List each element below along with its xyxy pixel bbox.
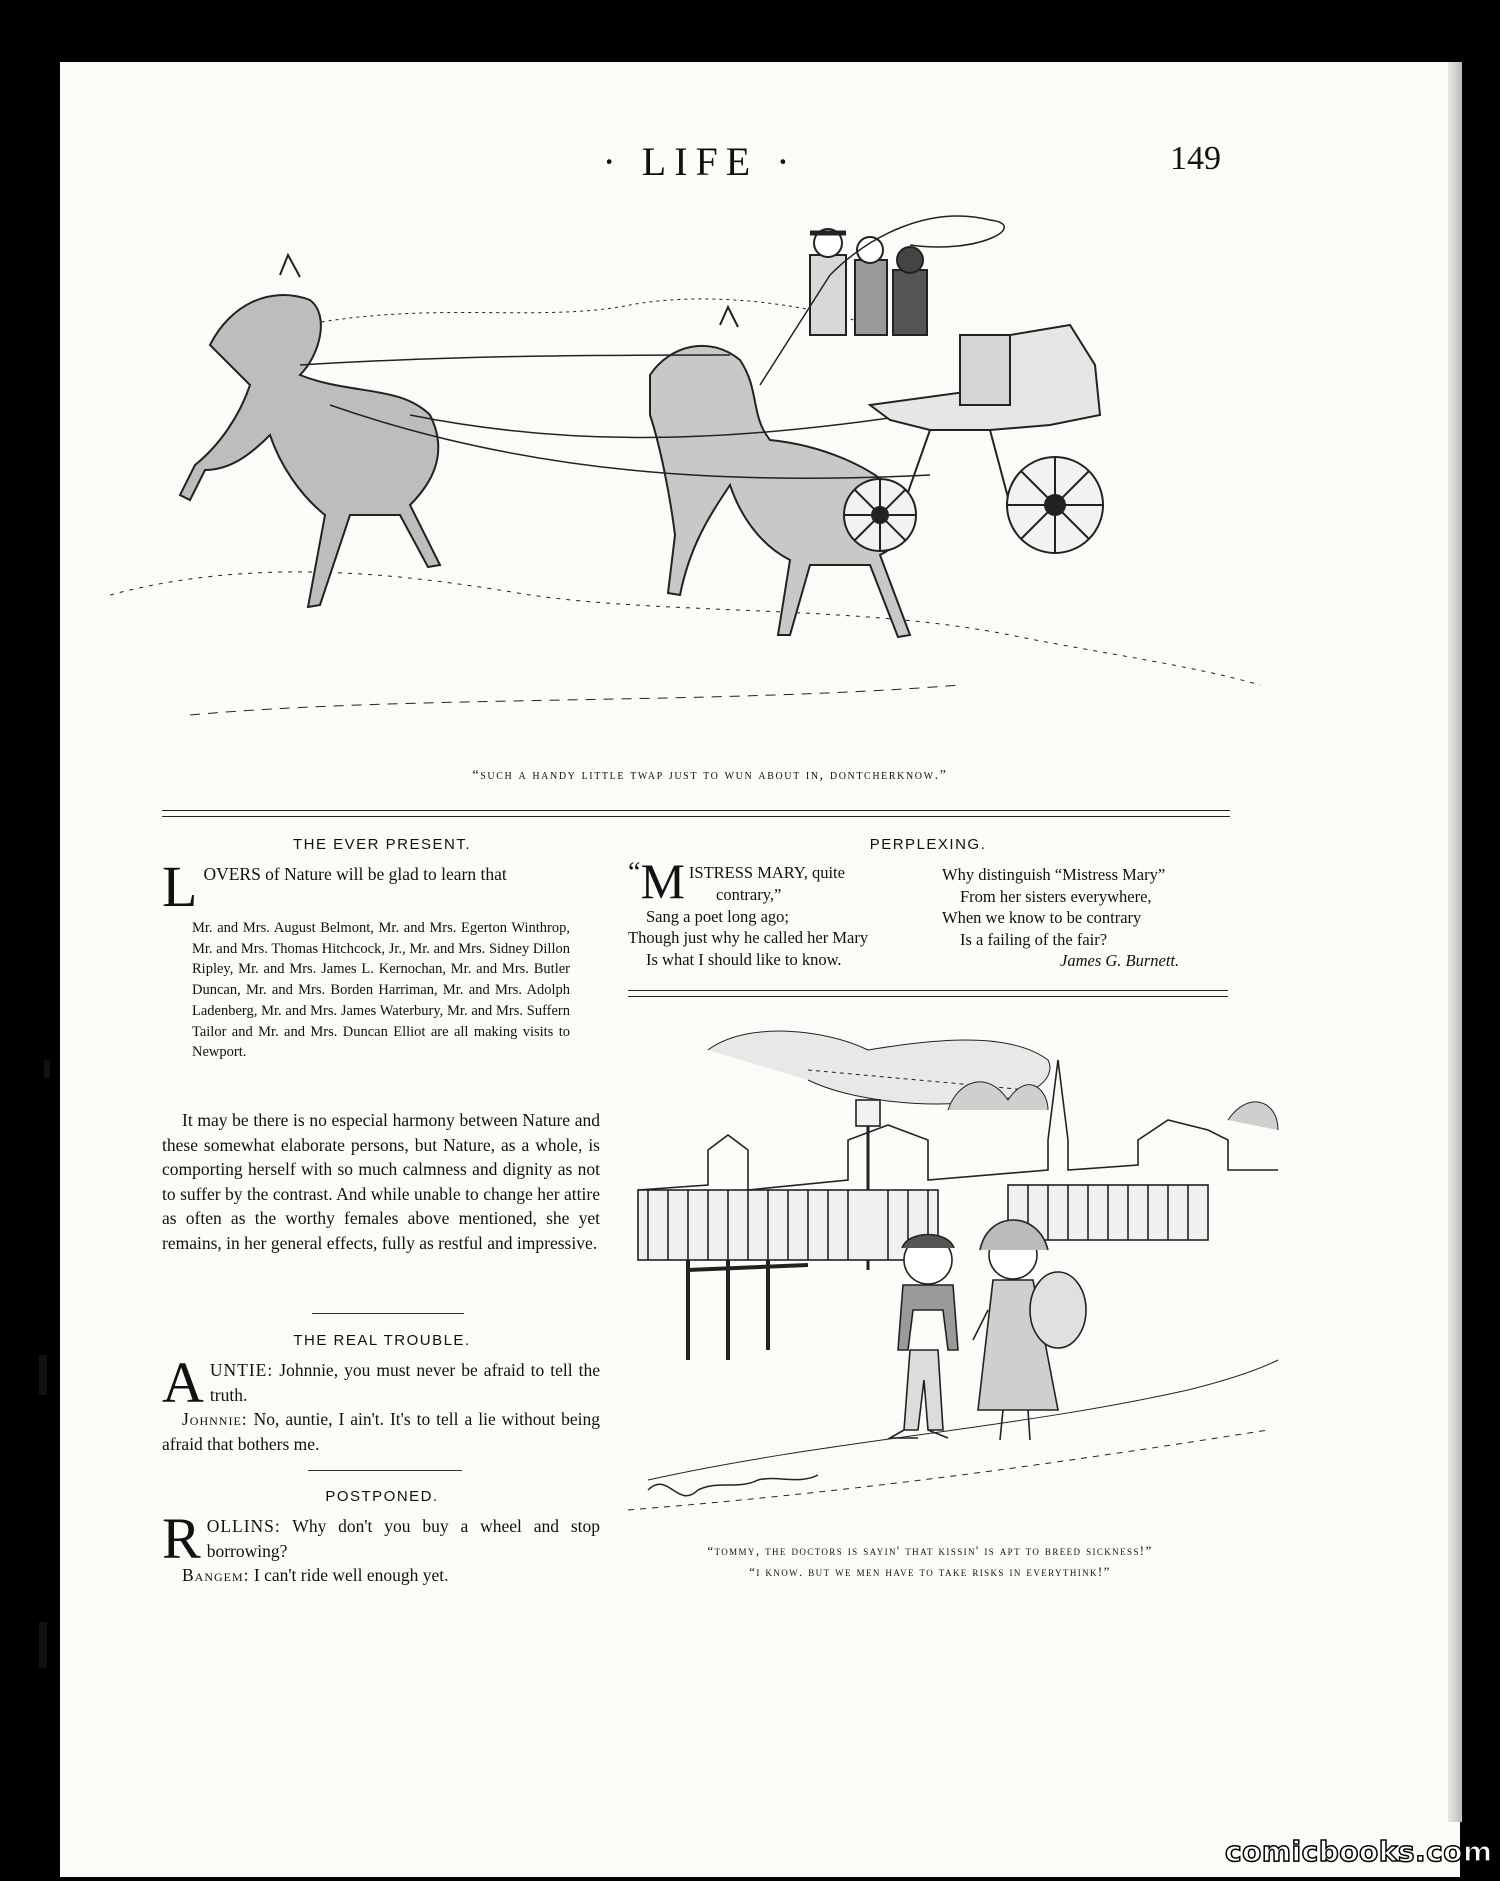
postponed-heading: POSTPONED.: [325, 1488, 439, 1505]
page-edge: [1448, 62, 1462, 1822]
caption-line-1: “tommy, the doctors is sayin' that kissin' is apt to breed sickness!”: [707, 1543, 1153, 1558]
bottom-cartoon-caption: [620, 1540, 1240, 1582]
poem-line: From her sisters everywhere,: [960, 886, 1152, 906]
poem-author: James G. Burnett.: [1060, 951, 1180, 970]
dropcap-m: M: [640, 853, 685, 909]
ever-present-opening: [162, 854, 600, 919]
dropcap-l: L: [162, 854, 198, 919]
perplexing-heading: PERPLEXING.: [869, 836, 987, 853]
postponed-dialogue: [162, 1506, 600, 1588]
bangem-line: I can't ride well enough yet.: [249, 1565, 449, 1585]
open-quote: “: [628, 857, 641, 888]
dropcap-r: R: [162, 1506, 201, 1571]
auntie-line: Johnnie, you must never be afraid to tell the truth.: [209, 1360, 600, 1405]
carriage-illustration: [110, 215, 1270, 745]
short-divider: [308, 1470, 462, 1471]
poem-line: Sang a poet long ago;: [646, 906, 789, 926]
binding-mark: [44, 1060, 50, 1078]
short-divider: [312, 1313, 464, 1314]
poem-line: When we know to be contrary: [942, 908, 1142, 927]
real-trouble-heading: THE REAL TROUBLE.: [293, 1332, 471, 1349]
poem-line: Why distinguish “Mistress Mary”: [942, 865, 1166, 884]
poem-stanza-2: [942, 864, 1242, 972]
rollins-line: Why don't you buy a wheel and stop borrowing?: [206, 1516, 600, 1561]
dropcap-a: A: [162, 1350, 204, 1415]
speaker-johnnie: Johnnie:: [182, 1409, 248, 1429]
page-number: 149: [1170, 140, 1221, 177]
speaker-auntie: UNTIE:: [209, 1360, 274, 1380]
binding-mark: [39, 1355, 47, 1395]
ever-present-body: It may be there is no especial harmony between Nature and these somewhat elaborate persons, but Nature, as a whole, is comporting herself with so much calmness and dignity as not to suffer by the contrast. And while unable to change her attire as often as the worthy females above mentioned, she yet remains, in her general effects, fully as restful and impressive.: [162, 1110, 600, 1253]
top-cartoon-caption: “such a handy little twap just to wun about in, dontcherknow.”: [472, 768, 948, 783]
caption-line-2: “i know. but we men have to take risks in everythink!”: [749, 1564, 1111, 1579]
poem-line: Though just why he called her Mary: [628, 928, 869, 947]
opening-text: OVERS of Nature will be glad to learn that: [203, 864, 507, 884]
poem-line: contrary,”: [716, 885, 782, 904]
newport-names-list: Mr. and Mrs. August Belmont, Mr. and Mrs. Egerton Winthrop, Mr. and Mrs. Thomas Hitchcock, Jr., Mr. and Mrs. Sidney Dillon Ripley, Mr. and Mrs. James L. Kernochan, Mr. and Mrs. Butler Duncan, Mr. and Mrs. Borden Harriman, Mr. and Mrs. Adolph Ladenberg, Mr. and Mrs. James Waterbury, Mr. and Mrs. Suffern Tailor and Mr. and Mrs. Duncan Elliot are all making visits to Newport.: [192, 920, 570, 1061]
children-illustration: [628, 1010, 1288, 1530]
poem-line: Is a failing of the fair?: [960, 929, 1108, 949]
section-divider: [628, 990, 1228, 997]
poem-line: ISTRESS MARY, quite: [688, 863, 845, 882]
magazine-title: · LIFE ·: [602, 139, 798, 184]
real-trouble-dialogue: [162, 1350, 600, 1456]
poem-line: Is what I should like to know.: [646, 949, 842, 969]
johnnie-line: No, auntie, I ain't. It's to tell a lie without being afraid that bothers me.: [162, 1409, 600, 1454]
ever-present-heading: THE EVER PRESENT.: [292, 836, 472, 853]
speaker-rollins: OLLINS:: [206, 1516, 281, 1536]
poem-stanza-1: [628, 853, 928, 970]
site-watermark: comicbooks.com: [1225, 1835, 1493, 1868]
binding-mark: [39, 1622, 47, 1668]
speaker-bangem: Bangem:: [182, 1565, 250, 1585]
section-divider: [162, 810, 1230, 817]
